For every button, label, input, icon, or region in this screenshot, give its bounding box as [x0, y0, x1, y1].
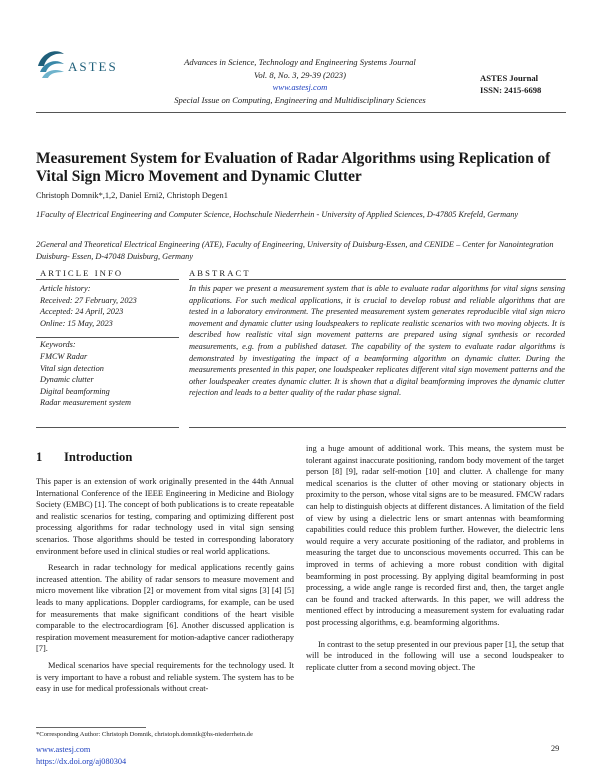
- article-info-header: ARTICLE INFO: [40, 268, 124, 278]
- keyword: Radar measurement system: [40, 398, 131, 408]
- issn-number: ISSN: 2415-6698: [480, 85, 542, 96]
- paragraph: Medical scenarios have special requirements for the technology used. It is very important to have a robust and reliable system. The system has to be easy in use for medical professionals without creat-: [36, 660, 294, 694]
- footer-links: [36, 744, 126, 767]
- body-right-column: [306, 443, 564, 673]
- paper-title: Measurement System for Evaluation of Radar Algorithms using Replication of Vital Sign Micro Movement and Dynamic Clutter: [36, 150, 551, 185]
- astes-wave-icon: [34, 44, 68, 84]
- header-rule: [36, 112, 566, 113]
- affiliation-1: 1Faculty of Electrical Engineering and Computer Science, Hochschule Niederrhein - University of Applied Sciences, D-47805 Krefeld, Germany: [36, 210, 519, 219]
- footnote-rule: [36, 727, 146, 728]
- abstract-rule-bottom: [189, 427, 566, 428]
- info-rule-mid: [36, 337, 179, 338]
- section-number: 1: [36, 450, 43, 464]
- section-title: Introduction: [64, 450, 133, 464]
- author-list: Christoph Domnik*,1,2, Daniel Erni2, Christoph Degen1: [36, 191, 228, 200]
- journal-header: [150, 56, 450, 106]
- paragraph: Research in radar technology for medical applications recently gains increased attention. The ability of radar sensors to measure movement and micro movement like vibration [2] or movement from vital signs [3] [4] [5] leads to many applications. Doppler cardiograms, for example, can be used for measurements that make significant conditions of the heart visible comparable to the electrocardiogram [6]. Another discussed application is respiration movement measurement for motion-adaptive cancer radiotherapy [7].: [36, 563, 294, 654]
- keyword: Digital beamforming: [40, 386, 110, 396]
- keyword: Vital sign detection: [40, 363, 104, 373]
- page-number: 29: [551, 744, 560, 753]
- journal-volume: Vol. 8, No. 3, 29-39 (2023): [254, 69, 346, 80]
- issn-block: [480, 72, 541, 97]
- abstract-header: ABSTRACT: [189, 268, 251, 278]
- online-date: Online: 15 May, 2023: [40, 318, 113, 328]
- journal-url[interactable]: www.astesj.com: [272, 82, 328, 93]
- accepted-date: Accepted: 24 April, 2023: [40, 307, 124, 317]
- abstract-text: In this paper we present a measurement system that is able to evaluate radar algorithms for vital signs sensing applications. For such medical applications, it is crucial to develop robust and reliable algorithms that are tested in a laboratory environment. The presented measurement system generates reproducible vital sign micro movement and dynamic clutter using loudspeakers to replicate realistic scenarios with two moving objects. It is described how realistic vital sign movement patterns are prepared using signal synthesis or recorded measurements, e.g. from a published dataset. The capability of the system to evaluate radar algorithms is demonstrated by investigating the impact of a beamforming algorithm on dynamic clutter. During the measurements presented in this paper, one loudspeaker replicates different vital sign movement patterns and the other loudspeaker creates dynamic clutter. It is shown that a digital beamforming improves the dynamic clutter rejection and leads to a better quality of the radar phase signal.: [189, 284, 565, 398]
- keyword: FMCW Radar: [40, 351, 88, 361]
- affiliation-2: 2General and Theoretical Electrical Engineering (ATE), Faculty of Engineering, University of Duisburg-Essen, and CENIDE – Center for Nanointegration Duisburg- Essen, D-47048 Duisburg, Germany: [36, 240, 554, 261]
- section-heading: [36, 450, 132, 465]
- article-info: [40, 283, 170, 409]
- footnote: *Corresponding Author: Christoph Domnik, christoph.domnik@hs-niederrhein.de: [36, 731, 253, 738]
- paragraph: In contrast to the setup presented in our previous paper [1], the setup that will be introduced in the following will use a second loudspeaker to replicate clutter from a second moving object. The: [306, 639, 564, 672]
- footer-doi[interactable]: https://dx.doi.org/aj080304: [36, 756, 127, 766]
- paragraph: ing a huge amount of additional work. This means, the system must be tolerant against inaccurate positioning, random body movement of the target person [8] [9], radar self-motion [10] and clutter. A challenge for many medical scenarios is the clutter of other moving or stationary objects in proximity to the person, whose vital signs are to be measured. FMCW radars can help to distinguish objects at different distances. A limitation of the field of view by using a dielectric lens or smart antennas with beamforming capabilities could reduce this problem further. However, the dielectric lens would require a very accurate positioning of the radiator, and problems in measuring the target due to unconscious movements occurred. This can be improved in terms of achieving a more robust condition with digital beamforming in post processing. By applying digital beamforming in post processing, a wide angle range is recorded first and, then, the target angle can be found and tracked afterwards. In this paper, we will address the mentioned effect by introducing a measurement system for evaluating radar post processing algorithms, e.g. beamforming algorithms.: [306, 444, 564, 627]
- journal-name: Advances in Science, Technology and Engineering Systems Journal: [184, 57, 416, 67]
- issn-title: ASTES Journal: [480, 73, 539, 83]
- journal-logo: [34, 44, 124, 88]
- special-issue: Special Issue on Computing, Engineering and Multidisciplinary Sciences: [174, 94, 426, 105]
- logo-text: ASTES: [68, 59, 118, 74]
- footer-url[interactable]: www.astesj.com: [36, 745, 91, 754]
- keyword: Dynamic clutter: [40, 375, 94, 385]
- received-date: Received: 27 February, 2023: [40, 295, 137, 305]
- body-left-column: [36, 476, 294, 695]
- info-rule-bottom: [36, 427, 179, 428]
- abstract-rule-top: [189, 279, 566, 280]
- keywords-label: Keywords:: [40, 340, 76, 350]
- history-label: Article history:: [40, 284, 91, 293]
- paragraph: This paper is an extension of work originally presented in the 44th Annual International Conference of the IEEE Engineering in Medicine and Biology Society (EMBC) [1]. The concept of both publications is to create repeatable and realistic scenarios for testing, comparing and optimizing different post processing algorithms for radar technology used in vital sign sensing scenarios. Those algorithms should be tested in corresponding laboratory environment before used in clinical studies or real world applications.: [36, 477, 294, 556]
- info-rule-top: [36, 279, 179, 280]
